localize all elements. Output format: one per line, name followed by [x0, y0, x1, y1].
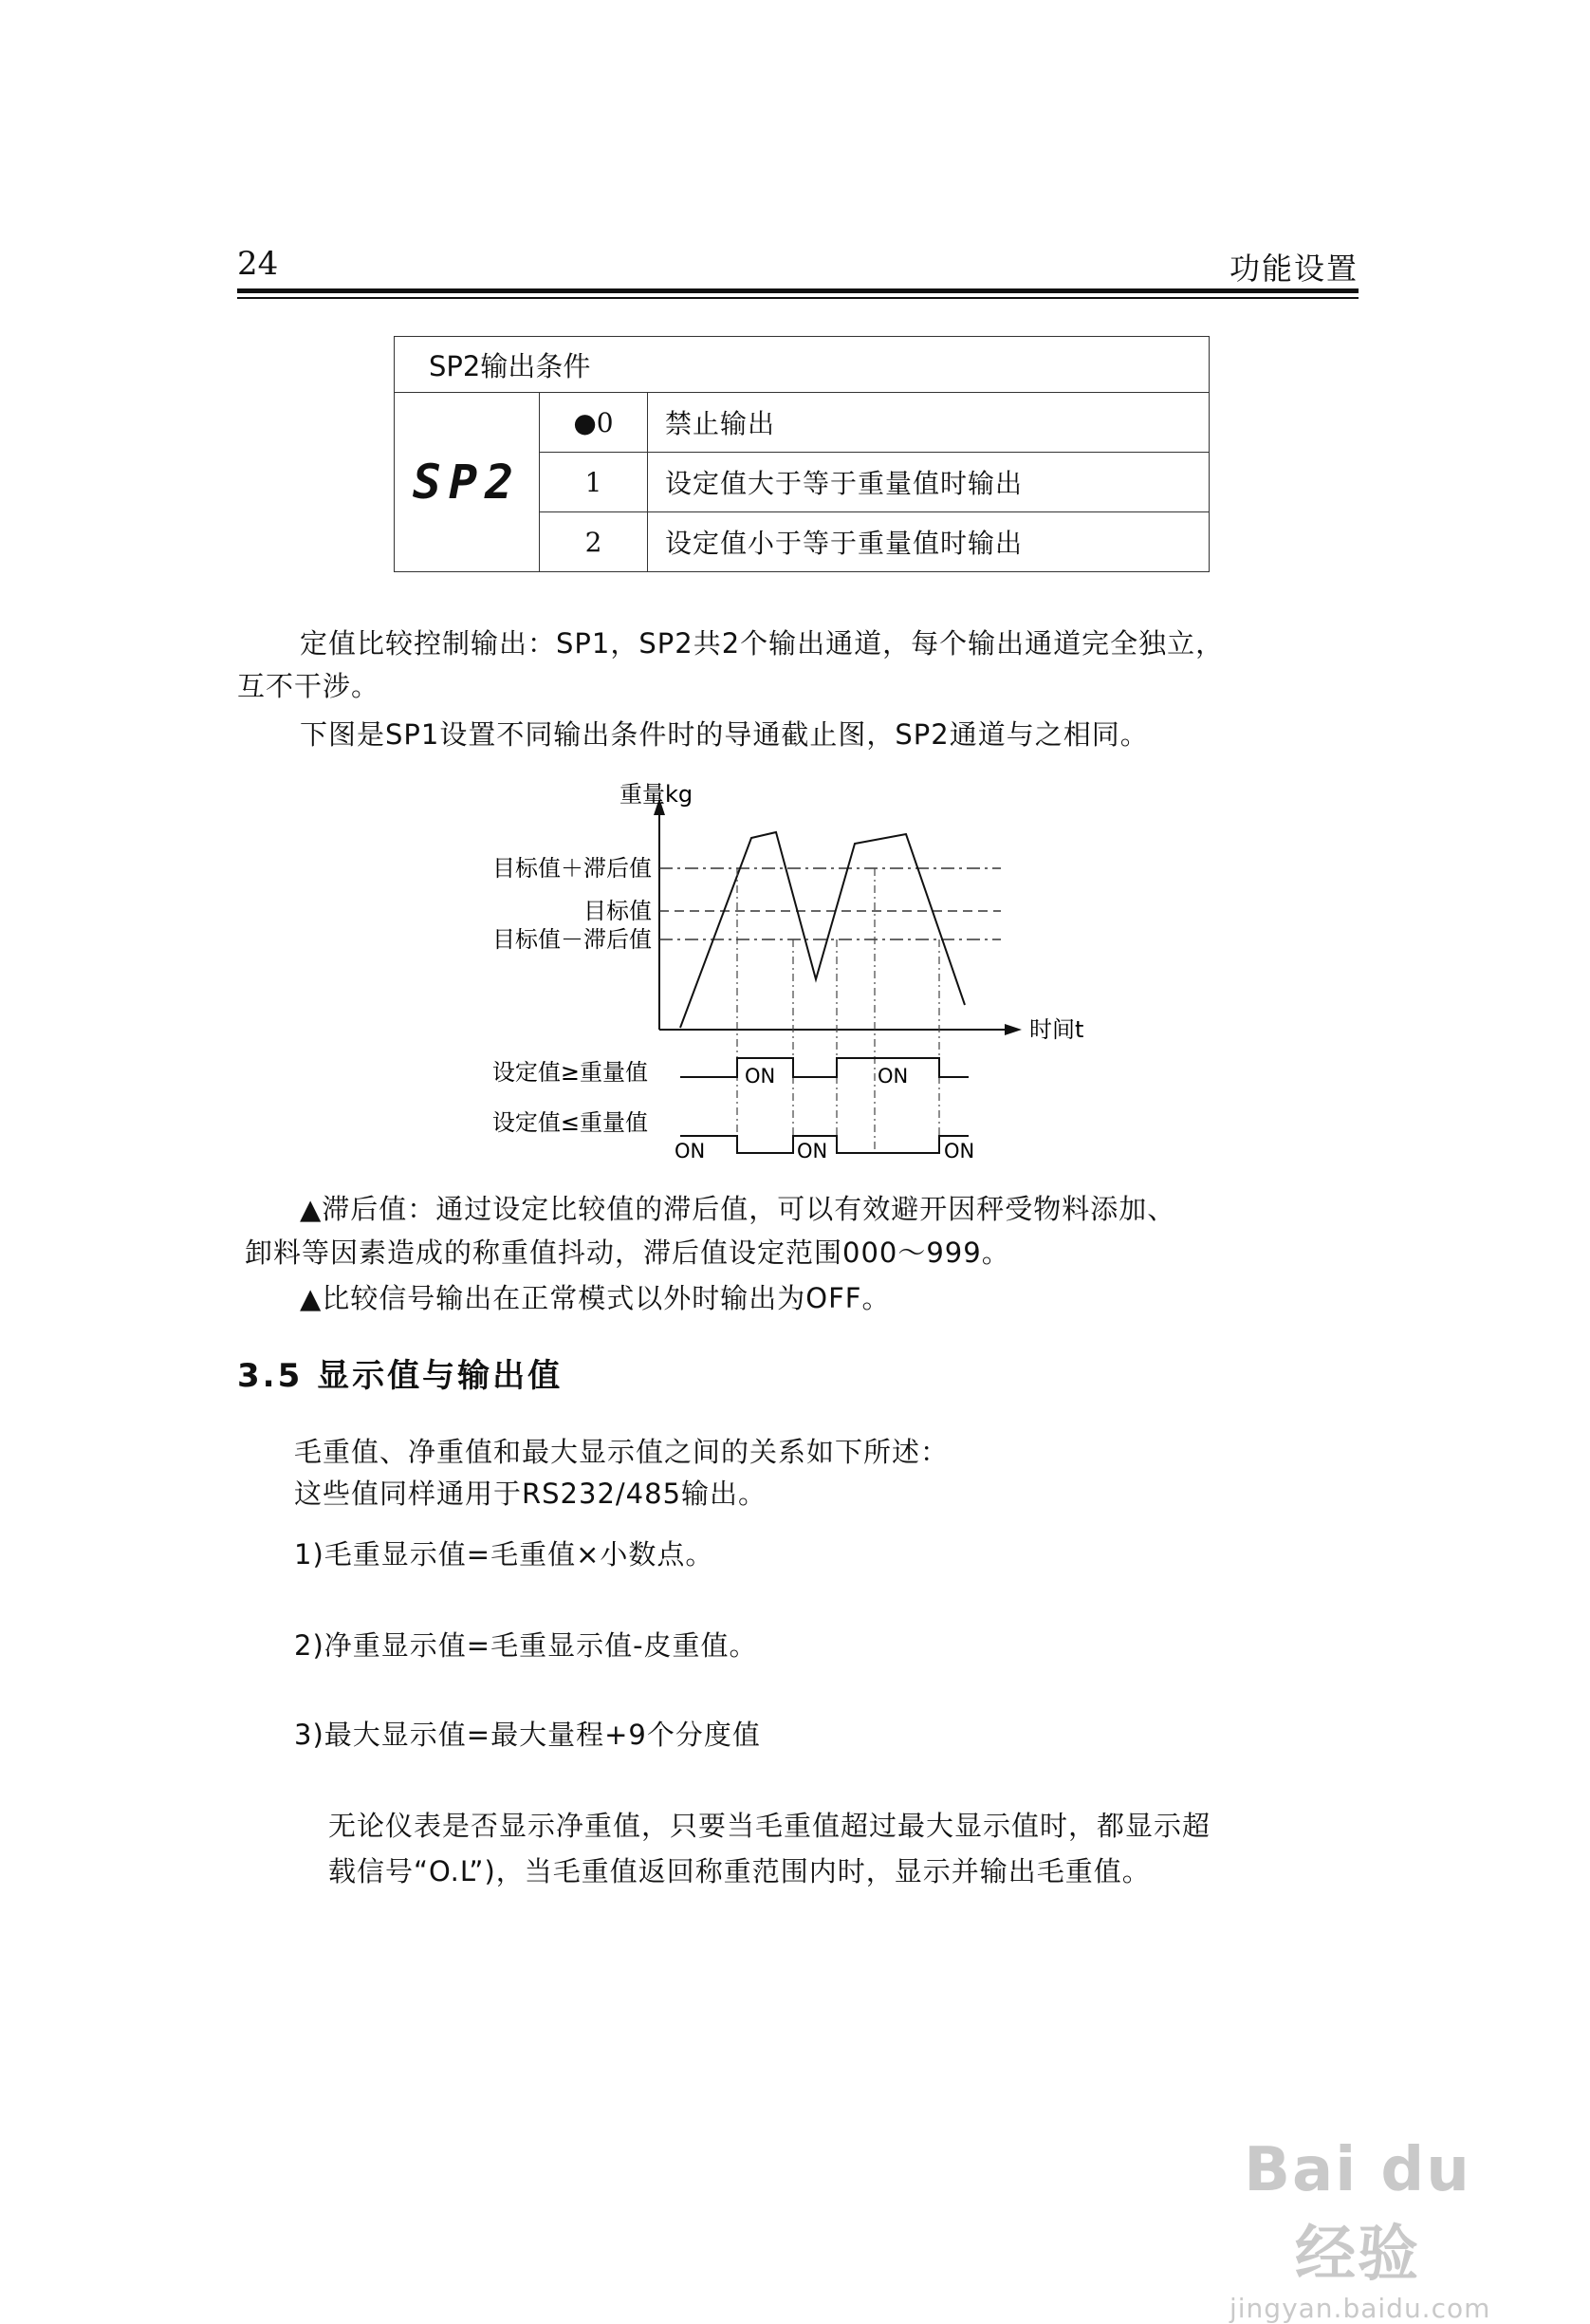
y-axis-label: 重量kg — [619, 781, 693, 808]
section-heading: 3.5 显示值与输出值 — [237, 1357, 564, 1395]
option-desc: 设定值大于等于重量值时输出 — [648, 453, 1210, 512]
header-rule-thin — [237, 297, 1359, 299]
lcd-symbol — [395, 393, 540, 572]
intro-line: 定值比较控制输出：SP1，SP2共2个输出通道，每个输出通道完全独立， — [300, 627, 1225, 660]
section-lead: 毛重值、净重值和最大显示值之间的关系如下所述： — [294, 1436, 950, 1468]
lcd-symbol-text: SP2 — [412, 455, 522, 510]
signal-ge-waveform — [680, 1058, 969, 1077]
sp2-options-table — [394, 336, 1210, 572]
output-timing-diagram — [432, 773, 1134, 1172]
option-value: 1 — [540, 453, 648, 512]
note-line: 卸料等因素造成的称重值抖动，滞后值设定范围000～999。 — [245, 1236, 1010, 1269]
section-title: 功能设置 — [1229, 251, 1359, 287]
option-desc: 设定值小于等于重量值时输出 — [648, 512, 1210, 572]
level-lower-label: 目标值－滞后值 — [492, 926, 652, 953]
x-axis-arrow — [1005, 1024, 1022, 1035]
baidu-watermark — [1229, 2135, 1491, 2324]
signal-ge-label: 设定值≥重量值 — [491, 1059, 648, 1086]
option-value: ●0 — [540, 393, 648, 453]
intro-line: 互不干涉。 — [237, 670, 380, 702]
signal-on-label: ON — [797, 1140, 828, 1162]
watermark-logo: Bai du 经验 — [1244, 2135, 1471, 2290]
signal-on-label: ON — [675, 1140, 706, 1162]
note-line: ▲滞后值：通过设定比较值的滞后值，可以有效避开因秤受物料添加、 — [300, 1193, 1176, 1225]
formula-1: 1)毛重显示值=毛重值×小数点。 — [294, 1538, 714, 1571]
weight-curve — [680, 832, 965, 1028]
formula-2: 2)净重显示值=毛重显示值-皮重值。 — [294, 1629, 758, 1662]
formula-3: 3)最大显示值=最大量程+9个分度值 — [294, 1719, 761, 1751]
note-line: ▲比较信号输出在正常模式以外时输出为OFF。 — [300, 1282, 891, 1314]
page-number: 24 — [237, 245, 279, 283]
closing-line: 载信号“O.L”)，当毛重值返回称重范围内时，显示并输出毛重值。 — [328, 1855, 1151, 1887]
section-lead: 这些值同样通用于RS232/485输出。 — [294, 1478, 767, 1510]
header-rule-thick — [237, 288, 1359, 293]
signal-on-label: ON — [745, 1065, 776, 1088]
level-upper-label: 目标值＋滞后值 — [492, 855, 652, 882]
signal-on-label: ON — [944, 1140, 975, 1162]
signal-le-label: 设定值≤重量值 — [491, 1109, 648, 1136]
option-desc: 禁止输出 — [648, 393, 1210, 453]
option-value: 2 — [540, 512, 648, 572]
x-axis-label: 时间t — [1029, 1016, 1084, 1043]
signal-on-label: ON — [878, 1065, 909, 1088]
level-target-label: 目标值 — [583, 898, 652, 924]
intro-line: 下图是SP1设置不同输出条件时的导通截止图，SP2通道与之相同。 — [300, 718, 1149, 751]
closing-line: 无论仪表是否显示净重值，只要当毛重值超过最大显示值时，都显示超 — [328, 1810, 1211, 1842]
watermark-url: jingyan.baidu.com — [1229, 2293, 1491, 2324]
table-title: SP2输出条件 — [395, 337, 1210, 393]
